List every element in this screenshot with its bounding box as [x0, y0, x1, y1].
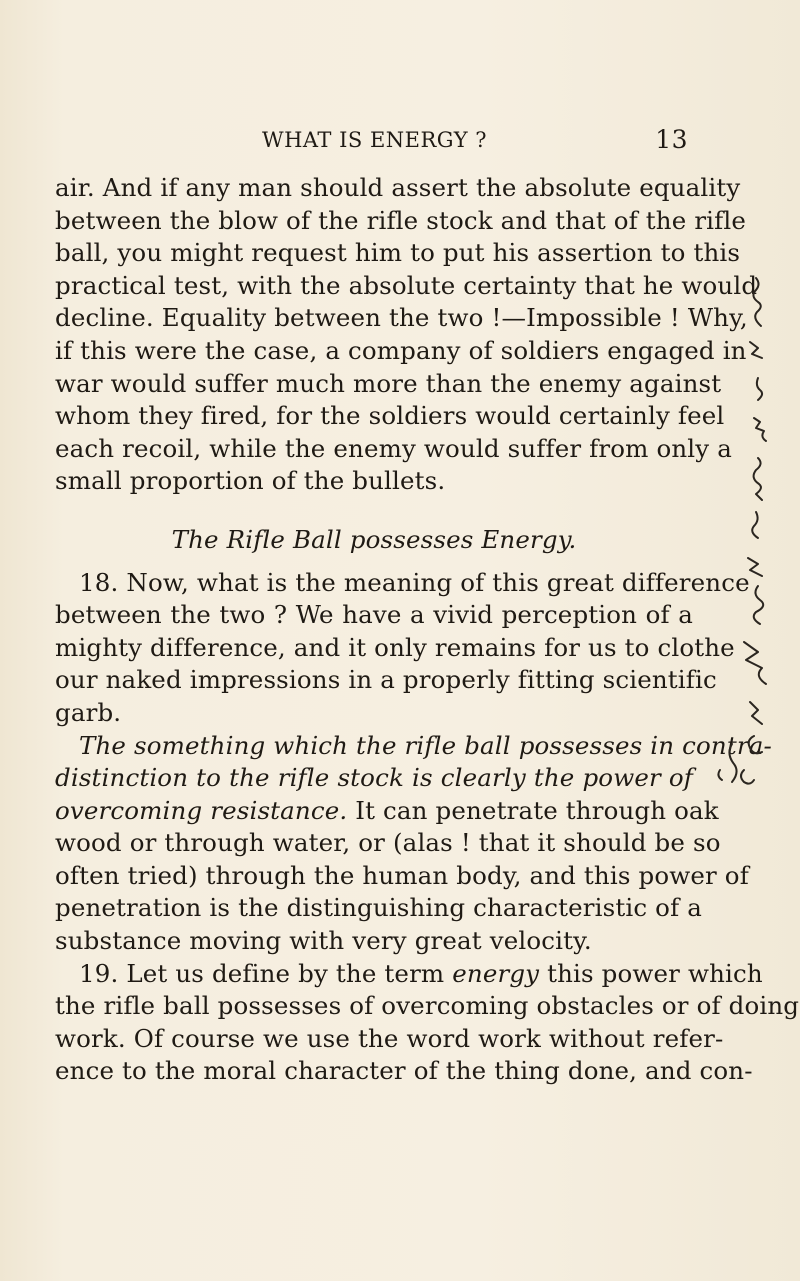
paragraph-penetration: [55, 730, 772, 958]
paragraph-1: [55, 172, 758, 498]
text-line: whom they fired, for the soldiers would certainly feel: [55, 401, 725, 431]
text-line: our naked impressions in a properly fitting scientific: [55, 665, 717, 695]
text-phrase: this power which: [539, 958, 763, 988]
mixed-text-line: [55, 795, 719, 828]
text-line: small proportion of the bullets.: [55, 466, 446, 496]
text-line: penetration is the distinguishing characteristic of a: [55, 893, 702, 923]
running-head: [262, 125, 688, 158]
section-heading: The Rifle Ball possesses Energy.: [171, 524, 577, 554]
mixed-text-line: [55, 958, 763, 991]
text-line: ball, you might request him to put his assertion to this: [55, 238, 741, 268]
text-line: garb.: [55, 697, 122, 727]
text-line: practical test, with the absolute certainty that he would: [55, 270, 758, 300]
text-line: work. Of course we use the word work without refer-: [55, 1023, 724, 1053]
text-line: ence to the moral character of the thing done, and con-: [55, 1056, 753, 1086]
text-line: often tried) through the human body, and this power of: [55, 860, 749, 890]
text-phrase: 19. Let us define by the term: [79, 958, 453, 988]
paragraph-19: [55, 958, 800, 1088]
text-line: 18. Now, what is the meaning of this great difference: [79, 567, 750, 597]
italic-term-energy: energy: [452, 958, 540, 988]
text-phrase: It can penetrate through oak: [347, 795, 719, 825]
paragraph-18: [55, 567, 750, 730]
italic-text-line: distinction to the rifle stock is clearly the power of: [55, 763, 693, 793]
text-line: if this were the case, a company of soldiers engaged in: [55, 335, 747, 365]
text-line: mighty difference, and it only remains for us to clothe: [55, 632, 735, 662]
page-body: [55, 172, 800, 1088]
text-line: the rifle ball possesses of overcoming obstacles or of doing: [55, 991, 800, 1021]
text-line: substance moving with very great velocity.: [55, 926, 592, 956]
handwritten-margin-note-icon: [714, 250, 800, 810]
page-number: 13: [655, 125, 688, 154]
text-line: decline. Equality between the two !—Impossible ! Why,: [55, 303, 748, 333]
text-line: each recoil, while the enemy would suffer from only a: [55, 433, 732, 463]
text-line: air. And if any man should assert the absolute equality: [55, 173, 741, 202]
italic-text-line: The something which the rifle ball possesses in contra-: [79, 730, 772, 760]
italic-phrase: overcoming resistance.: [55, 795, 348, 825]
text-line: wood or through water, or (alas ! that it should be so: [55, 828, 721, 858]
text-line: war would suffer much more than the enemy against: [55, 368, 722, 398]
text-line: between the two ? We have a vivid perception of a: [55, 600, 693, 630]
running-head-title: WHAT IS ENERGY ?: [262, 128, 488, 152]
text-line: between the blow of the rifle stock and that of the rifle: [55, 205, 747, 235]
